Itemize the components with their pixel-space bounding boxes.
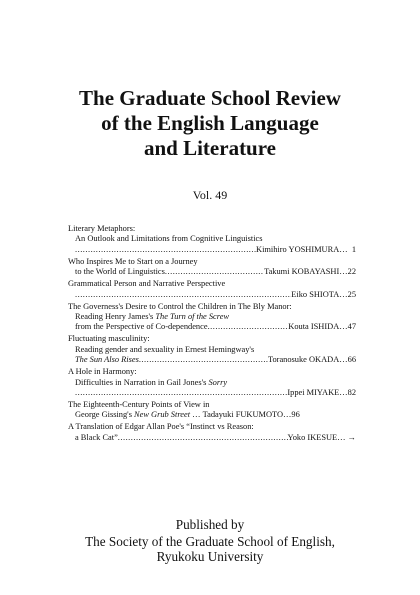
title-line: and Literature <box>143 136 277 160</box>
toc-entry-title-end: George Gissing's New Grub Street <box>75 410 191 420</box>
toc-entry-subtitle <box>68 312 356 322</box>
toc-entry <box>68 279 356 300</box>
toc-entry-page: 1 <box>351 244 356 254</box>
leader-dots <box>139 355 268 365</box>
toc-entry-page: 47 <box>347 322 356 332</box>
toc-entry-author: Ippei MIYAKE <box>287 388 340 398</box>
table-of-contents <box>68 224 356 445</box>
toc-entry-author: Kimihiro YOSHIMURA <box>256 244 340 254</box>
leader-dots <box>208 322 289 332</box>
toc-entry-subtitle: Difficulties in Narration in Gail Jones's Sorry <box>75 377 228 387</box>
toc-entry <box>68 367 356 398</box>
leader-dots <box>75 388 287 398</box>
publisher-line: Published by <box>175 517 245 532</box>
toc-entry-page: 66 <box>347 355 356 365</box>
toc-entry <box>68 422 356 443</box>
toc-entry-byline: ..... Ippei MIYAKE …82 <box>68 388 356 398</box>
toc-entry-byline: ..... Kimihiro YOSHIMURA … 1 <box>68 245 356 255</box>
title-line: The Graduate School Review <box>79 86 341 110</box>
toc-entry-byline: to the World of Linguistics ..... Takumi KOBAYASHI …22 <box>68 267 356 277</box>
toc-entry-byline: The Sun Also Rises ..... Toranosuke OKADA …66 <box>68 355 356 365</box>
toc-entry-author: Yoko IKESUE <box>287 432 338 442</box>
publisher-line: Ryukoku University <box>156 549 264 564</box>
toc-entry-subtitle: Reading gender and sexuality in Ernest Hemingway's <box>75 344 255 354</box>
toc-entry-page: 96 <box>291 410 300 420</box>
toc-entry-byline: George Gissing's New Grub Street … Tadayuki FUKUMOTO …96 <box>75 410 300 420</box>
publisher-block <box>0 517 420 564</box>
toc-entry <box>68 334 356 365</box>
leader-dots <box>118 433 288 443</box>
toc-entry-title-end: a Black Cat” <box>75 432 118 442</box>
work-title: New Grub Street <box>134 410 191 420</box>
toc-entry-author: Toranosuke OKADA <box>267 355 340 365</box>
publisher-line: The Society of the Graduate School of English, <box>85 534 335 549</box>
toc-entry-author: Tadayuki FUKUMOTO <box>202 410 284 420</box>
toc-entry-title: A Translation of Edgar Allan Poe's “Instinct vs Reason: <box>68 422 254 432</box>
journal-title <box>0 86 420 161</box>
toc-entry-byline: a Black Cat” ..... Yoko IKESUE … → <box>68 433 356 443</box>
toc-entry-page: 25 <box>347 289 356 299</box>
toc-entry <box>68 400 356 421</box>
toc-entry <box>68 224 356 255</box>
leader-dots <box>75 245 256 255</box>
work-title: The Turn of the Screw <box>155 312 230 322</box>
toc-entry-title: Fluctuating masculinity: <box>68 334 150 344</box>
toc-entry <box>68 302 356 333</box>
toc-entry-subtitle-text: Reading Henry James's The Turn of the Screw <box>75 312 230 322</box>
work-title: Sorry <box>208 377 228 387</box>
toc-entry-author: Takumi KOBAYASHI <box>264 267 340 277</box>
title-line: of the English Language <box>101 111 319 135</box>
toc-entry-byline: ..... Eiko SHIOTA …25 <box>68 290 356 300</box>
toc-entry <box>68 257 356 278</box>
toc-entry-title: Who Inspires Me to Start on a Journey <box>68 256 198 266</box>
toc-entry-subtitle: An Outlook and Limitations from Cognitive Linguistics <box>75 234 263 244</box>
toc-entry-title: A Hole in Harmony: <box>68 367 137 377</box>
toc-entry-page: → <box>347 432 356 442</box>
toc-entry-title-end: to the World of Linguistics <box>75 267 165 277</box>
toc-entry-author: Kouta ISHIDA <box>288 322 340 332</box>
toc-entry-title-end: The Sun Also Rises <box>75 355 139 365</box>
toc-entry-page: 22 <box>347 267 356 277</box>
toc-entry-title-end: from the Perspective of Co-dependence <box>75 322 208 332</box>
toc-entry-title: The Governess's Desire to Control the Children in The Bly Manor: <box>68 301 292 311</box>
leader-dots <box>165 267 264 277</box>
toc-entry-byline: from the Perspective of Co-dependence ..... Kouta ISHIDA …47 <box>68 322 356 332</box>
volume-number: Vol. 49 <box>192 188 228 202</box>
toc-entry-title: Grammatical Person and Narrative Perspective <box>68 279 226 289</box>
toc-entry-author: Eiko SHIOTA <box>291 289 340 299</box>
leader-dots <box>75 290 291 300</box>
toc-entry-title: Literary Metaphors: <box>68 224 136 233</box>
toc-entry-page: 82 <box>347 388 356 398</box>
toc-entry-title: The Eighteenth-Century Points of View in <box>68 400 210 410</box>
